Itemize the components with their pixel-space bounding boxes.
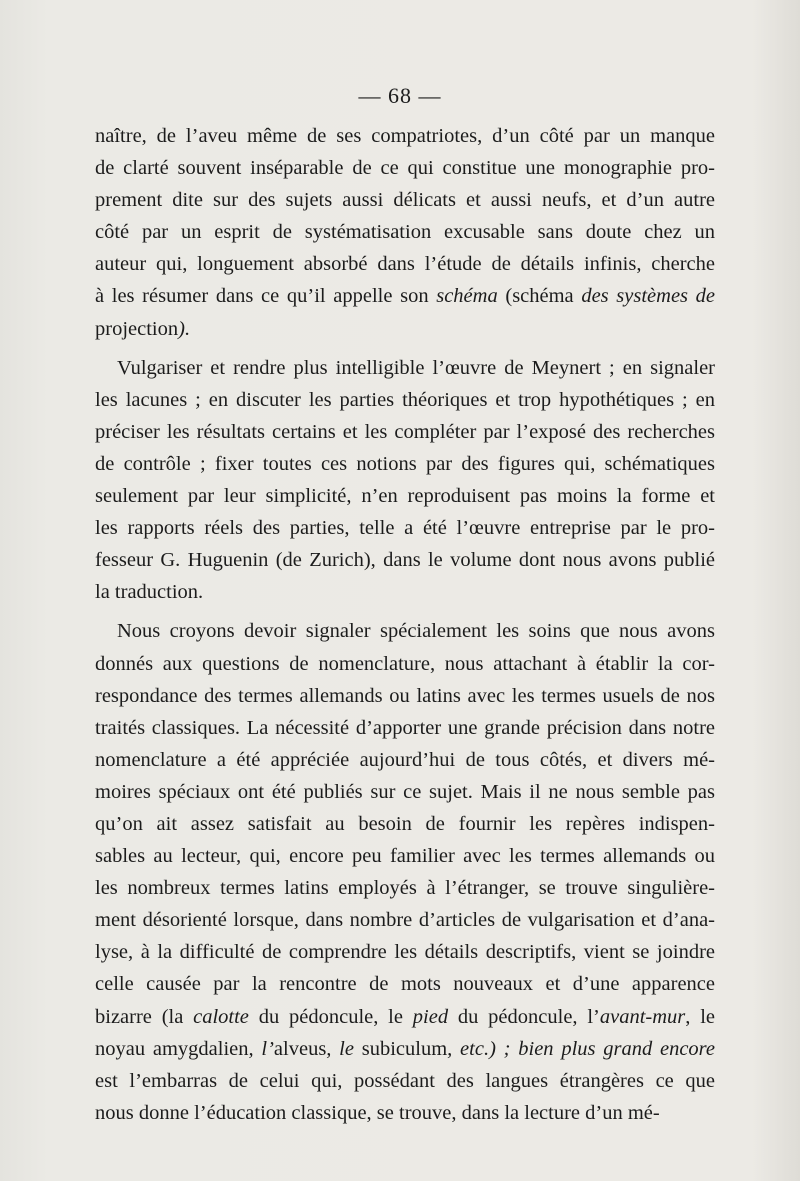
text-line — [95, 840, 715, 872]
text-run: traités classiques. La nécessité d’apporter une grande précision dans notre — [95, 716, 715, 739]
text-run: nous donne l’éducation classique, se trouve, dans la lecture d’un mé- — [95, 1101, 660, 1124]
text-run: celle causée par la rencontre de mots nouveaux et d’une apparence — [95, 973, 715, 996]
text-run: les lacunes ; en discuter les parties théoriques et trop hypothétiques ; en — [95, 388, 715, 411]
text-run: moires spéciaux ont été publiés sur ce sujet. Mais il ne nous semble pas — [95, 780, 715, 803]
text-line — [95, 648, 715, 680]
text-run: ment désorienté lorsque, dans nombre d’articles de vulgarisation et d’ana- — [95, 909, 715, 932]
text-run: du pédoncule, le — [248, 1005, 413, 1028]
text-line — [95, 313, 715, 345]
text-line — [95, 576, 715, 608]
italic-term: , etc.) ; bien plus grand encore — [447, 1037, 716, 1060]
body-text — [95, 120, 715, 1129]
italic-term: ). — [178, 317, 191, 340]
paragraph — [95, 615, 715, 1129]
text-run: sables au lecteur, qui, encore peu familier avec les termes allemands ou — [95, 845, 715, 868]
text-run: côté par un esprit de systématisation excusable sans doute chez un — [95, 221, 715, 244]
text-run: de clarté souvent inséparable de ce qui constitue une monographie pro- — [95, 157, 715, 180]
text-line — [95, 352, 715, 384]
text-line — [95, 480, 715, 512]
text-run: de contrôle ; fixer toutes ces notions par des figures qui, schématiques — [95, 452, 715, 475]
text-run: du pédoncule, l’ — [448, 1005, 600, 1028]
page-number: — 68 — — [358, 83, 442, 108]
text-line — [95, 120, 715, 152]
text-line — [95, 184, 715, 216]
text-run: Nous croyons devoir signaler spécialement les soins que nous avons — [117, 620, 715, 643]
text-run: donnés aux questions de nomenclature, nous attachant à établir la cor- — [95, 652, 715, 675]
text-line — [95, 936, 715, 968]
text-line — [95, 712, 715, 744]
text-line — [95, 216, 715, 248]
text-run: bizarre (la — [95, 1005, 194, 1028]
italic-term: , le — [326, 1037, 362, 1060]
text-run: prement dite sur des sujets aussi délicats et aussi neufs, et d’un autre — [95, 189, 715, 212]
text-run: respondance des termes allemands ou latins avec les termes usuels de nos — [95, 684, 715, 707]
italic-term: schéma — [436, 285, 498, 308]
text-line — [95, 280, 715, 312]
text-run: subiculum — [361, 1037, 448, 1060]
text-run: projection — [95, 317, 179, 340]
text-run: fesseur G. Huguenin (de Zurich), dans le volume dont nous avons publié — [95, 549, 715, 572]
text-run: nomenclature a été appréciée aujourd’hui de tous côtés, et divers mé- — [95, 748, 715, 771]
paragraph — [95, 352, 715, 609]
text-line — [95, 904, 715, 936]
text-line — [95, 416, 715, 448]
text-line — [95, 248, 715, 280]
text-line — [95, 872, 715, 904]
text-line — [95, 384, 715, 416]
text-run: seulement par leur simplicité, n’en reproduisent pas moins la forme et — [95, 485, 715, 508]
text-line — [95, 808, 715, 840]
text-run: est l’embarras de celui qui, possédant des langues étrangères ce que — [95, 1069, 715, 1092]
italic-term: des systèmes de — [581, 285, 716, 308]
text-run: auteur qui, longuement absorbé dans l’étude de détails infinis, cherche — [95, 253, 715, 276]
text-run: Vulgariser et rendre plus intelligible l’œuvre de Meynert ; en signaler — [117, 356, 715, 379]
text-run: (schéma — [497, 285, 582, 308]
text-run: les rapports réels des parties, telle a été l’œuvre entreprise par le pro- — [95, 517, 715, 540]
text-run: la traduction. — [95, 581, 204, 604]
text-line — [95, 512, 715, 544]
text-run: qu’on ait assez satisfait au besoin de fournir les repères indispen- — [95, 812, 715, 835]
text-run: , le — [685, 1005, 715, 1028]
text-run: à les résumer dans ce qu’il appelle son — [95, 285, 437, 308]
text-line — [95, 1097, 715, 1129]
text-line — [95, 1001, 715, 1033]
text-run: préciser les résultats certains et les compléter par l’exposé des recherches — [95, 420, 715, 443]
italic-term: calotte — [193, 1005, 249, 1028]
text-line — [95, 776, 715, 808]
text-run: alveus — [273, 1037, 327, 1060]
text-line — [95, 1033, 715, 1065]
text-run: les nombreux termes latins employés à l’étranger, se trouve singulière- — [95, 877, 715, 900]
text-line — [95, 968, 715, 1000]
text-line — [95, 544, 715, 576]
text-line — [95, 152, 715, 184]
text-run: naître, de l’aveu même de ses compatriotes, d’un côté par un manque — [95, 125, 715, 147]
text-run: noyau amygdalien — [95, 1037, 249, 1060]
text-line — [95, 615, 715, 647]
text-line — [95, 1065, 715, 1097]
italic-term: pied — [412, 1005, 449, 1028]
text-run: lyse, à la difficulté de comprendre les détails descriptifs, vient se joindre — [95, 941, 715, 964]
text-line — [95, 448, 715, 480]
text-line — [95, 680, 715, 712]
paragraph — [95, 120, 715, 345]
text-line — [95, 744, 715, 776]
italic-term: , l’ — [248, 1037, 274, 1060]
italic-term: avant-mur — [599, 1005, 686, 1028]
